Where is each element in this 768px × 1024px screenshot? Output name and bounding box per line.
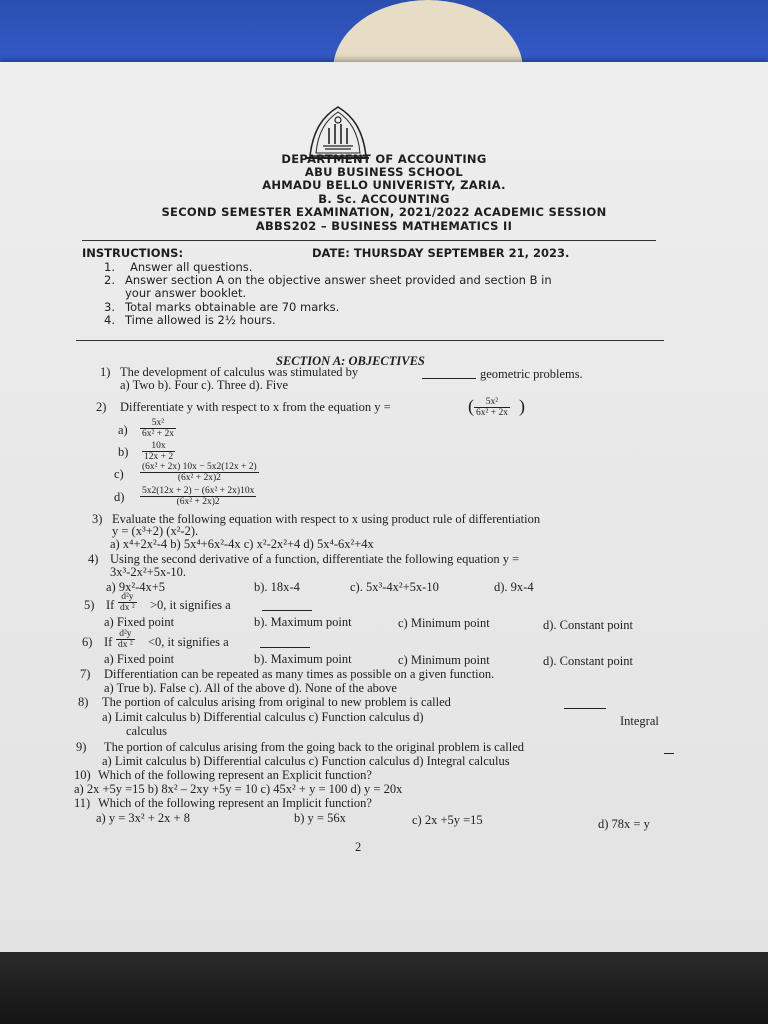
question-number: 6) bbox=[82, 635, 93, 649]
question-2-option-d bbox=[140, 486, 256, 507]
question-4-option-b: b). 18x-4 bbox=[254, 580, 300, 594]
question-10-options: a) 2x +5y =15 b) 8x² – 2xy +5y = 10 c) 45x² + y = 100 d) y = 20x bbox=[74, 782, 403, 796]
question-6-option-a: a) Fixed point bbox=[104, 652, 175, 666]
question-6-option-b: b). Maximum point bbox=[254, 652, 352, 666]
university-name: AHMADU BELLO UNIVERISTY, ZARIA. bbox=[262, 178, 506, 192]
course-title: ABBS202 – BUSINESS MATHEMATICS II bbox=[255, 219, 513, 233]
question-6-option-c: c) Minimum point bbox=[398, 653, 490, 667]
question-8-option-d: Integral bbox=[620, 714, 659, 728]
question-11-text: Which of the following represent an Implicit function? bbox=[98, 796, 372, 810]
question-11-option-c: c) 2x +5y =15 bbox=[412, 813, 483, 827]
question-3-text: Evaluate the following equation with respect to x using product rule of differentiation bbox=[112, 512, 541, 526]
question-5-option-d: d). Constant point bbox=[543, 618, 633, 632]
question-number: 2) bbox=[96, 400, 107, 414]
option-label: b) bbox=[118, 445, 129, 459]
fraction-denominator: (6x² + 2x)2 bbox=[177, 473, 221, 483]
question-6-derivative bbox=[116, 629, 135, 650]
fraction-numerator: d²y bbox=[116, 629, 135, 640]
question-prefix: If bbox=[106, 598, 115, 612]
fraction-denominator: 12x + 2 bbox=[144, 452, 174, 462]
question-5-option-a: a) Fixed point bbox=[104, 615, 175, 629]
question-4-option-d: d). 9x-4 bbox=[494, 580, 534, 594]
question-11-option-b: b) y = 56x bbox=[294, 811, 346, 825]
background-dark-surface bbox=[0, 950, 768, 1024]
question-9-options: a) Limit calculus b) Differential calculus c) Function calculus d) Integral calculus bbox=[102, 754, 510, 768]
question-2-option-b bbox=[142, 441, 175, 462]
question-8-options: a) Limit calculus b) Differential calculus c) Function calculus d) bbox=[102, 710, 424, 724]
header-rule bbox=[82, 240, 656, 241]
question-7-options: a) True b). False c). All of the above d). None of the above bbox=[104, 681, 397, 695]
instruction-number: 1. bbox=[104, 260, 115, 274]
question-8-text: The portion of calculus arising from original to new problem is called bbox=[102, 695, 451, 709]
instructions-rule bbox=[76, 340, 664, 341]
question-4-text: Using the second derivative of a function, differentiate the following equation y = bbox=[110, 552, 520, 566]
question-5-option-b: b). Maximum point bbox=[254, 615, 352, 629]
fraction-denominator: dx ² bbox=[118, 640, 133, 650]
answer-blank bbox=[260, 647, 310, 648]
paren-open: ( bbox=[468, 396, 474, 416]
question-4-equation: 3x³-2x²+5x-10. bbox=[110, 565, 186, 579]
paren-close: ) bbox=[519, 396, 525, 416]
instructions-label: INSTRUCTIONS: bbox=[82, 246, 184, 260]
exam-date: DATE: THURSDAY SEPTEMBER 21, 2023. bbox=[312, 246, 570, 260]
fraction-numerator: 5x² bbox=[474, 397, 510, 408]
answer-blank bbox=[564, 708, 606, 709]
fraction-numerator: 5x² bbox=[140, 418, 176, 429]
department-name: DEPARTMENT OF ACCOUNTING bbox=[281, 152, 487, 166]
question-4-option-a: a) 9x²-4x+5 bbox=[106, 580, 166, 594]
question-2-equation bbox=[474, 397, 510, 418]
question-number: 1) bbox=[100, 365, 111, 379]
instruction-number: 3. bbox=[104, 300, 115, 314]
fraction-numerator: d²y bbox=[118, 592, 137, 603]
instruction-number: 2. bbox=[104, 273, 115, 287]
question-number: 10) bbox=[74, 768, 91, 782]
fraction-numerator: 5x2(12x + 2) − (6x² + 2x)10x bbox=[142, 486, 255, 496]
question-number: 9) bbox=[76, 740, 87, 754]
instruction-3: Total marks obtainable are 70 marks. bbox=[125, 300, 340, 314]
option-label: c) bbox=[114, 467, 124, 481]
question-number: 8) bbox=[78, 695, 89, 709]
question-1-options: a) Two b). Four c). Three d). Five bbox=[120, 378, 289, 392]
question-6-option-d: d). Constant point bbox=[543, 654, 633, 668]
answer-blank bbox=[262, 610, 312, 611]
fraction-denominator: (6x² + 2x)2 bbox=[176, 497, 220, 507]
question-prefix: If bbox=[104, 635, 113, 649]
question-4-option-c: c). 5x³-4x²+5x-10 bbox=[350, 580, 439, 594]
question-8-option-d-cont: calculus bbox=[126, 724, 167, 738]
answer-blank bbox=[422, 378, 476, 379]
question-3-options: a) x⁴+2x²-4 b) 5x⁴+6x²-4x c) x²-2x²+4 d) 5x⁴-6x²+4x bbox=[110, 537, 374, 551]
option-label: a) bbox=[118, 423, 128, 437]
option-label: d) bbox=[114, 490, 125, 504]
fraction-denominator: 6x² + 2x bbox=[476, 408, 508, 418]
question-11-option-d: d) 78x = y bbox=[598, 817, 650, 831]
question-5-derivative bbox=[118, 592, 137, 613]
question-1-text: The development of calculus was stimulated by bbox=[120, 365, 359, 379]
question-6-text: <0, it signifies a bbox=[148, 635, 229, 649]
question-9-text: The portion of calculus arising from the going back to the original problem is called bbox=[104, 740, 525, 754]
question-number: 7) bbox=[80, 667, 91, 681]
question-2-option-c bbox=[140, 462, 259, 483]
exam-title: SECOND SEMESTER EXAMINATION, 2021/2022 ACADEMIC SESSION bbox=[161, 205, 607, 219]
fraction-denominator: 6x² + 2x bbox=[142, 429, 174, 439]
instruction-4: Time allowed is 2½ hours. bbox=[125, 313, 276, 327]
fraction-denominator: dx ² bbox=[120, 603, 135, 613]
programme-name: B. Sc. ACCOUNTING bbox=[318, 192, 450, 206]
question-10-text: Which of the following represent an Explicit function? bbox=[98, 768, 372, 782]
answer-blank bbox=[664, 753, 674, 754]
question-number: 4) bbox=[88, 552, 99, 566]
question-1-tail: geometric problems. bbox=[480, 367, 583, 381]
question-11-option-a: a) y = 3x² + 2x + 8 bbox=[96, 811, 190, 825]
instruction-number: 4. bbox=[104, 313, 115, 327]
exam-paper bbox=[0, 62, 768, 952]
question-number: 3) bbox=[92, 512, 103, 526]
fraction-numerator: 10x bbox=[142, 441, 175, 452]
question-number: 11) bbox=[74, 796, 91, 810]
instruction-2-cont: your answer booklet. bbox=[125, 286, 247, 300]
instruction-1: Answer all questions. bbox=[130, 260, 253, 274]
fraction-numerator: (6x² + 2x) 10x − 5x2(12x + 2) bbox=[142, 462, 257, 472]
question-2-option-a bbox=[140, 418, 176, 439]
question-2-text: Differentiate y with respect to x from the equation y = bbox=[120, 400, 391, 414]
question-5-option-c: c) Minimum point bbox=[398, 616, 490, 630]
instruction-2: Answer section A on the objective answer sheet provided and section B in bbox=[125, 273, 552, 287]
school-name: ABU BUSINESS SCHOOL bbox=[304, 165, 464, 179]
question-5-text: >0, it signifies a bbox=[150, 598, 231, 612]
question-number: 5) bbox=[84, 598, 95, 612]
section-title: SECTION A: OBJECTIVES bbox=[276, 354, 425, 368]
question-7-text: Differentiation can be repeated as many times as possible on a given function. bbox=[104, 667, 495, 681]
page-number: 2 bbox=[355, 840, 362, 854]
question-3-equation: y = (x³+2) (x²-2). bbox=[112, 524, 199, 538]
